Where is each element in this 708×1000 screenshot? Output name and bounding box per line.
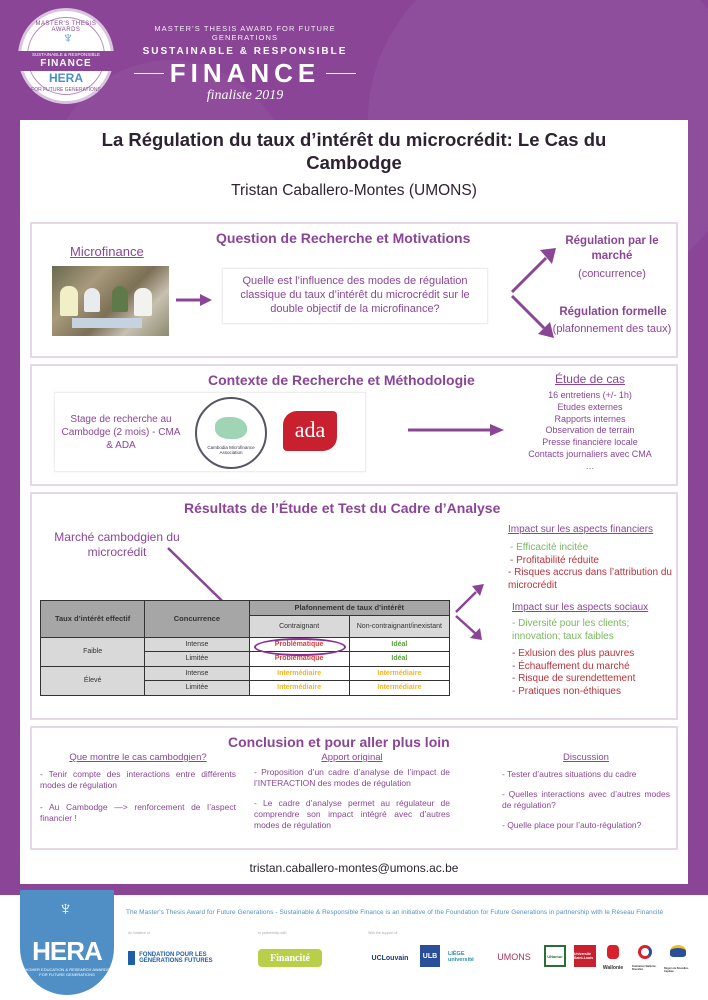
- sponsor-ulb: ULB: [420, 945, 440, 967]
- regulation-market-sub: (concurrence): [578, 268, 646, 280]
- arrow-right-icon: [174, 292, 214, 308]
- case-item: …: [585, 460, 595, 471]
- section-context-title: Contexte de Recherche et Méthodologie: [208, 372, 475, 388]
- award-line1: MASTER'S THESIS AWARD FOR FUTURE GENERATIONS: [154, 24, 336, 42]
- badge-top-arc: MASTER'S THESIS AWARDS: [35, 21, 97, 33]
- case-item: Etudes externes: [557, 401, 623, 412]
- case-item: 16 entretiens (+/- 1h): [548, 390, 632, 400]
- case-item: Observation de terrain: [545, 425, 635, 436]
- conclusion-col2: Apport original - Proposition d’un cadre d’analyse de l’impact de l’INTERACTION des modes de régulation - Le cadre d’analyse permet au régulateur de comprendre son impact intégré avec d’autres modes de régulation: [254, 752, 450, 830]
- footer: [0, 895, 708, 1000]
- award-badge: [18, 8, 114, 104]
- sponsor-unamur: UNamur: [544, 945, 566, 967]
- conclusion-col1: Que montre le cas cambodgien? - Tenir compte des interactions entre différents modes de régulation - Au Cambodge —> renforcement de l’aspect financier !: [40, 752, 236, 823]
- sponsor-liege: LIÈGE université: [448, 951, 474, 963]
- ada-logo: ada: [283, 411, 337, 451]
- section-conclusion: [30, 726, 678, 850]
- market-label: Marché cambodgien du microcrédit: [54, 530, 180, 559]
- arrow-right-icon: [406, 422, 506, 438]
- award-heading: [120, 24, 370, 104]
- table-header-concurrence: Concurrence: [145, 601, 249, 638]
- microfinance-photo: [52, 266, 169, 336]
- case-study-title: Étude de cas: [554, 372, 626, 386]
- sponsor-saint-louis: Université Saint-Louis: [574, 945, 596, 967]
- section-results-title: Résultats de l’Étude et Test du Cadre d’Analyse: [184, 500, 501, 516]
- research-question-box: Quelle est l’influence des modes de régulation classique du taux d’intérêt du microcrédit sur le double objectif de la microfinance?: [222, 268, 488, 324]
- award-finalist: finaliste 2019: [206, 88, 284, 103]
- conclusion-col3: Discussion - Tester d’autres situations du cadre - Quelles interactions avec d’autres modes de régulation? - Quelle place pour l’auto-régulation?: [502, 752, 670, 830]
- stage-text: Stage de recherche au Cambodge (2 mois) - CMA & ADA: [61, 414, 181, 451]
- sponsor-bruxelles: Région de Bruxelles-Capitale: [664, 945, 692, 973]
- sponsor-uclouvain: UCLouvain: [371, 954, 409, 962]
- label-support: With the support of: [368, 931, 398, 935]
- badge-hera-logo: HERA: [48, 71, 83, 85]
- table-sub-contraignant: Contraignant: [249, 615, 349, 637]
- financial-impact-list: - Efficacité incitée - Profitabilité réduite - Risques accrus dans l’attribution du microcrédit: [508, 542, 672, 591]
- table-row: Élevé Intense Intermédiaire Intermédiaire: [41, 666, 450, 681]
- poster-title: La Régulation du taux d’intérêt du microcrédit: Le Cas du Cambodge: [101, 129, 607, 173]
- sponsor-umons: UMONS: [497, 952, 531, 962]
- table-header-plafonnement: Plafonnement de taux d’intérêt: [249, 601, 450, 616]
- label-initiative: An initiative of: [128, 931, 150, 935]
- section-conclusion-title: Conclusion et pour aller plus loin: [228, 734, 450, 750]
- case-item: Contacts journaliers avec CMA: [528, 448, 652, 459]
- award-line3: FINANCE: [169, 58, 321, 88]
- section-question-title: Question de Recherche et Motivations: [216, 230, 471, 246]
- award-line2: SUSTAINABLE & RESPONSIBLE: [142, 46, 348, 57]
- microfinance-label: Microfinance: [70, 244, 144, 259]
- sponsor-wallonie: Wallonie: [602, 945, 624, 971]
- financite-logo: Financité: [258, 949, 322, 967]
- case-item: Presse financière locale: [542, 437, 638, 448]
- hera-figure-icon: ♆: [58, 898, 73, 920]
- table-header-taux: Taux d’intérêt effectif: [41, 601, 145, 638]
- context-box: [54, 392, 366, 472]
- section-context: [30, 364, 678, 486]
- label-partnership: In partnership with: [258, 931, 287, 935]
- analysis-table: [40, 600, 450, 696]
- social-impact-title: Impact sur les aspects sociaux: [512, 602, 649, 613]
- hera-logo: ♆ HERA HIGHER EDUCATION & RESEARCH AWARDS FOR FUTURE GENERATIONS: [20, 890, 114, 995]
- financial-impact-title: Impact sur les aspects financiers: [508, 524, 654, 535]
- poster-author: Tristan Caballero-Montes (UMONS): [231, 182, 477, 199]
- footer-tagline: The Master's Thesis Award for Future Generations - Sustainable & Responsible Finance is an initiative of the Foundation for Future Generations in partnership with le Réseau Financité: [126, 909, 664, 916]
- table-row: Limitée Intermédiaire Intermédiaire: [41, 681, 450, 696]
- fondation-logo: FONDATION POUR LES GÉNÉRATIONS FUTURES: [128, 947, 224, 969]
- regulation-formal-sub: (plafonnement des taux): [552, 323, 672, 335]
- regulation-market-title: Régulation par le marché: [565, 235, 659, 262]
- poster: [20, 120, 688, 884]
- badge-band-small: SUSTAINABLE & RESPONSIBLE: [32, 52, 100, 57]
- badge-bottom-arc: FOR FUTURE GENERATIONS: [31, 87, 101, 93]
- case-study-list: [510, 390, 670, 473]
- cma-logo: Cambodia Microfinance Association: [195, 397, 267, 469]
- highlight-oval: [254, 638, 346, 656]
- table-row: Faible Intense Problématique Idéal: [41, 637, 450, 652]
- split-arrows-icon: [452, 582, 488, 642]
- sponsor-fwb: Fédération Wallonie-Bruxelles: [632, 945, 658, 971]
- social-impact-list: - Diversité pour les clients; innovation; taux faibles - Exlusion des plus pauvres - Échauffement du marché - Risque de surendettement - Pratiques non-éthiques: [512, 618, 636, 697]
- table-row: Limitée Problématique Idéal: [41, 652, 450, 667]
- regulation-formal-title: Régulation formelle: [559, 306, 667, 318]
- section-results: [30, 492, 678, 720]
- hera-figure-icon: ♆: [62, 30, 74, 47]
- case-item: Rapports internes: [554, 413, 626, 424]
- section-question: [30, 222, 678, 358]
- badge-band-big: FINANCE: [40, 58, 92, 69]
- table-sub-noncontraignant: Non-contraignant/inexistant: [349, 615, 449, 637]
- author-email[interactable]: tristan.caballero-montes@umons.ac.be: [249, 861, 459, 875]
